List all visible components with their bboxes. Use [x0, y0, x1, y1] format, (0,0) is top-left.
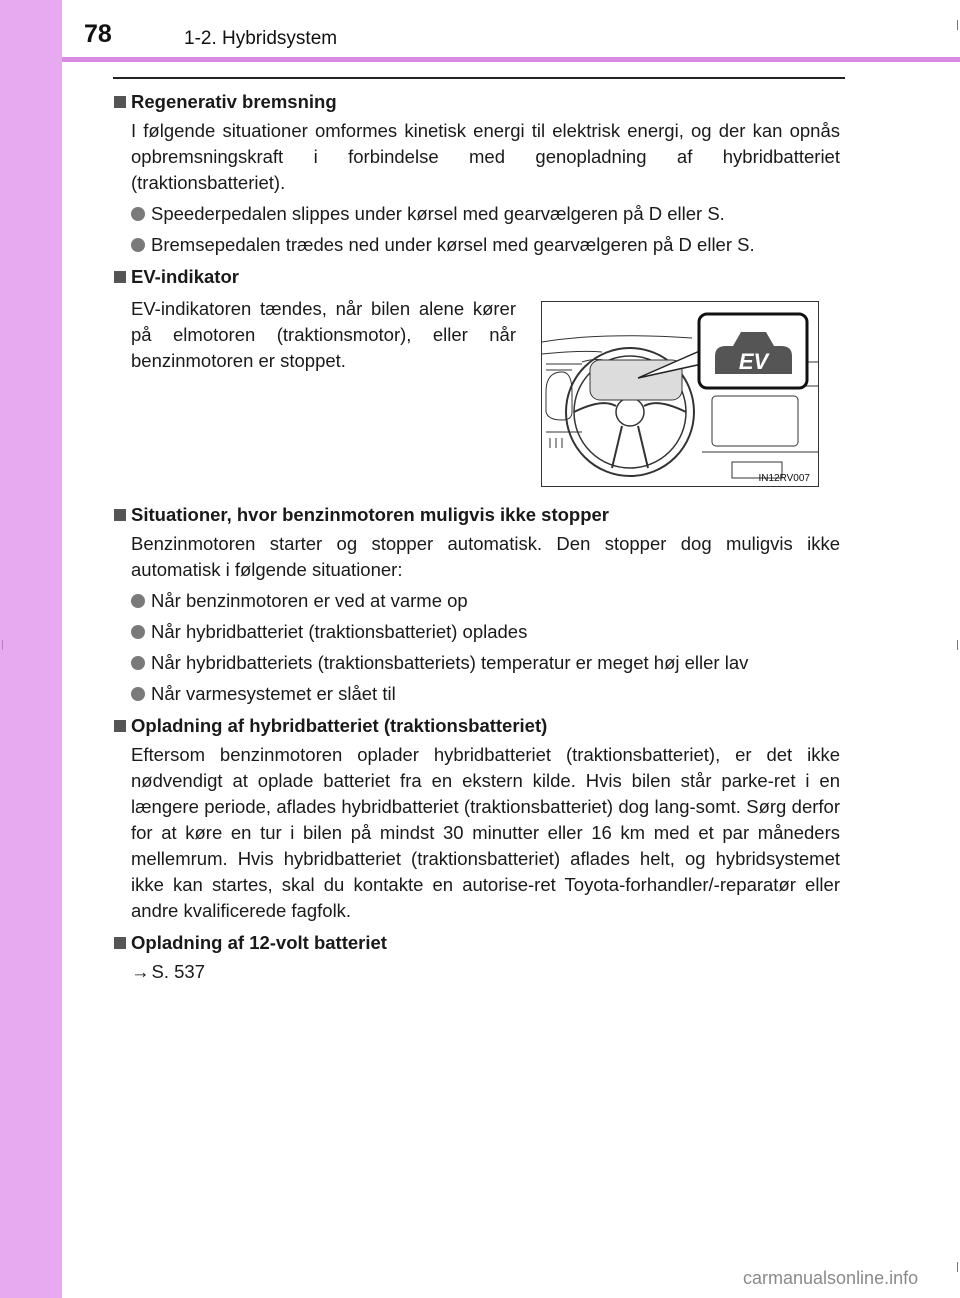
- page-reference[interactable]: [131, 959, 840, 985]
- heading-text: Opladning af hybridbatteriet (traktionsbatteriet): [131, 715, 548, 736]
- paragraph-engine-not-stopping: Benzinmotoren starter og stopper automatisk. Den stopper dog muligvis ikke automatisk i følgende situationer:: [131, 533, 840, 580]
- list-item: [131, 588, 840, 614]
- paragraph-ev-indicator: EV-indikatoren tændes, når bilen alene kører på elmotoren (traktionsmotor), eller når benzinmotoren er stoppet.: [131, 298, 516, 371]
- list-item: [131, 201, 840, 227]
- square-bullet-icon: [114, 937, 126, 949]
- heading-regenerative-braking: [113, 89, 840, 115]
- square-bullet-icon: [114, 509, 126, 521]
- circle-bullet-icon: [131, 625, 145, 639]
- ev-badge-text: EV: [738, 349, 769, 374]
- circle-bullet-icon: [131, 687, 145, 701]
- header-rule: [62, 57, 960, 62]
- side-color-band: [0, 0, 62, 1298]
- figure-code: IN12RV007: [758, 473, 810, 484]
- square-bullet-icon: [114, 271, 126, 283]
- page-reference-text[interactable]: S. 537: [151, 961, 205, 982]
- ev-indicator-block: [113, 296, 840, 496]
- list-item-text: Bremsepedalen trædes ned under kørsel med gearvælgeren på D eller S.: [151, 234, 755, 255]
- dashboard-drawing: [542, 302, 818, 486]
- list-item-text: Når hybridbatteriets (traktionsbatteriets) temperatur er meget høj eller lav: [151, 652, 749, 673]
- circle-bullet-icon: [131, 594, 145, 608]
- square-bullet-icon: [114, 720, 126, 732]
- paragraph-hybrid-battery-charging: Eftersom benzinmotoren oplader hybridbatteriet (traktionsbatteriet), er det ikke nødvendigt at oplade batteriet fra en ekstern kilde. Hvis bilen står parke-ret i en længere periode, aflades hybridbatteriet (traktionsbatteriet) dog lang-somt. Sørg derfor for at køre en tur i bilen på mindst 30 minutter eller 16 km med et par måneders mellemrum. Hvis hybridbatteriet (traktionsbatteriet) aflades helt, og hybridsystemet ikke kan startes, skal du kontakte en autorise-ret Toyota-forhandler/-reparatør eller andre kvalificerede fagfolk.: [131, 744, 840, 921]
- heading-text: Regenerativ bremsning: [131, 91, 337, 112]
- heading-hybrid-battery-charging: [113, 713, 840, 739]
- circle-bullet-icon: [131, 207, 145, 221]
- watermark: carmanualsonline.info: [743, 1268, 919, 1288]
- list-item-text: Når benzinmotoren er ved at varme op: [151, 590, 468, 611]
- list-item: [131, 619, 840, 645]
- heading-engine-not-stopping: [113, 502, 840, 528]
- heading-ev-indicator: [113, 264, 840, 290]
- arrow-right-icon: →: [131, 961, 150, 982]
- square-bullet-icon: [114, 96, 126, 108]
- heading-text: Opladning af 12-volt batteriet: [131, 932, 387, 953]
- list-item-text: Når varmesystemet er slået til: [151, 683, 396, 704]
- heading-text: Situationer, hvor benzinmotoren muligvis ikke stopper: [131, 504, 610, 525]
- list-item-text: Når hybridbatteriet (traktionsbatteriet) oplades: [151, 621, 528, 642]
- crop-mark: [2, 640, 3, 650]
- crop-mark: [957, 20, 958, 30]
- list-item: [131, 681, 840, 707]
- list-item: [131, 650, 840, 676]
- page-number: 78: [84, 20, 112, 48]
- paragraph-regenerative-braking: I følgende situationer omformes kinetisk energi til elektrisk energi, og der kan opnås opbremsningskraft i forbindelse med genopladning af hybridbatteriet (traktionsbatteriet).: [131, 120, 840, 193]
- crop-mark: [957, 1262, 958, 1272]
- circle-bullet-icon: [131, 656, 145, 670]
- page-content: [113, 89, 840, 985]
- circle-bullet-icon: [131, 238, 145, 252]
- list-item-text: Speederpedalen slippes under kørsel med gearvælgeren på D eller S.: [151, 203, 725, 224]
- heading-12v-battery-charging: [113, 930, 840, 956]
- content-divider: [113, 77, 845, 79]
- section-title: 1-2. Hybridsystem: [184, 28, 338, 49]
- crop-mark: [957, 640, 958, 650]
- dashboard-illustration: [541, 301, 819, 487]
- heading-text: EV-indikator: [131, 266, 239, 287]
- list-item: [131, 232, 840, 258]
